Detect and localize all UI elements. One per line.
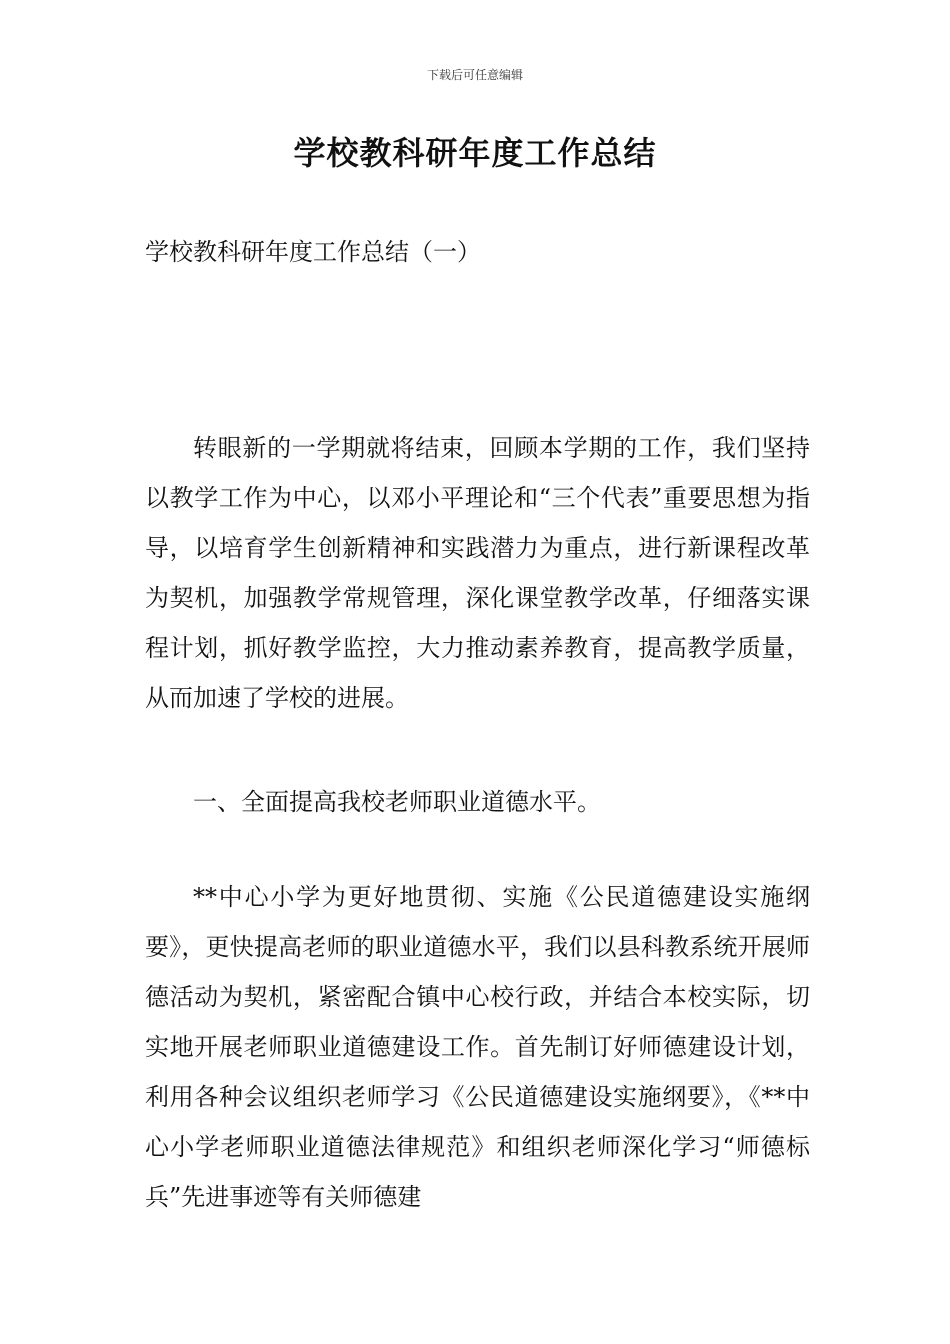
document-subtitle: 学校教科研年度工作总结（一） [145, 238, 481, 266]
paragraph-intro: 转眼新的一学期就将结束，回顾本学期的工作，我们坚持以教学工作为中心，以邓小平理论和“三个代表”重要思想为指导，以培育学生创新精神和实践潜力为重点，进行新课程改革为契机，加强教学常规管理，深化课堂教学改革，仔细落实课程计划，抓好教学监控，大力推动素养教育，提高教学质量，从而加速了学校的进展。 [145, 434, 810, 712]
section-heading-1: 一、全面提高我校老师职业道德水平。 [193, 788, 601, 816]
paragraph-ethics: **中心小学为更好地贯彻、实施《公民道德建设实施纲要》，更快提高老师的职业道德水平，我们以县科教系统开展师德活动为契机，紧密配合镇中心校行政，并结合本校实际，切实地开展老师职业道德建设工作。首先制订好师德建设计划，利用各种会议组织老师学习《公民道德建设实施纲要》，《**中心小学老师职业道德法律规范》和组织老师深化学习“师德标兵”先进事迹等有关师德建 [145, 883, 810, 1211]
document-title: 学校教科研年度工作总结 [293, 134, 657, 172]
header-note: 下载后可任意编辑 [426, 68, 523, 82]
